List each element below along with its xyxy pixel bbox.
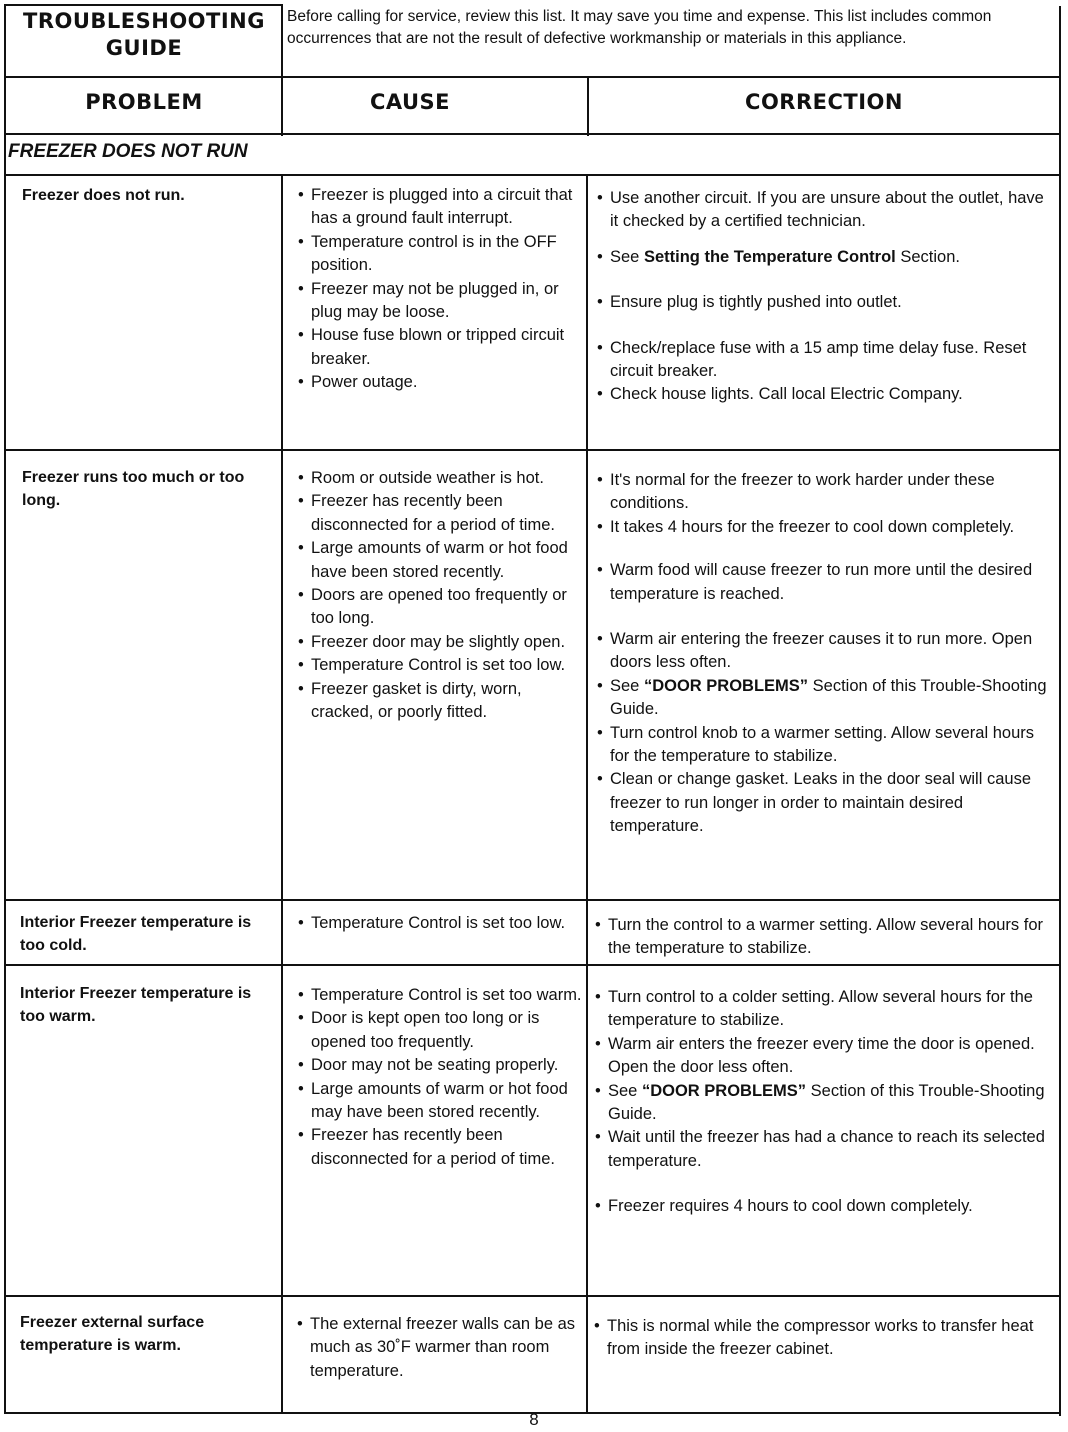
body-col-divider-2 <box>586 176 588 1414</box>
cause-cell <box>293 467 583 724</box>
correction-suffix: Section. <box>895 247 960 266</box>
cause-item: • Door is kept open too long or is opened too frequently. <box>293 1007 583 1054</box>
correction-suffix: Section of this Trouble-Shooting Guide. <box>610 676 1047 719</box>
guide-title-line1: TROUBLESHOOTING <box>23 9 265 33</box>
cause-item: • Temperature Control is set too low. <box>293 912 583 935</box>
outer-left-border <box>4 4 6 1414</box>
cause-item: • Temperature Control is set too warm. <box>293 984 583 1007</box>
correction-item: • It's normal for the freezer to work harder under these conditions. <box>592 469 1056 516</box>
cause-item: • Room or outside weather is hot. <box>293 467 583 490</box>
cause-item: • Freezer door may be slightly open. <box>293 631 583 654</box>
correction-item: • Warm air entering the freezer causes it to run more. Open doors less often. <box>592 628 1056 675</box>
correction-list <box>590 914 1054 961</box>
correction-item: • Freezer requires 4 hours to cool down completely. <box>590 1195 1056 1218</box>
cause-item: • Doors are opened too frequently or too long. <box>293 584 583 631</box>
intro-text: Before calling for service, review this list. It may save you time and expense. This list includes common occurrences that are not the result of defective workmanship or materials in this appliance. <box>287 8 992 47</box>
correction-item: • Turn the control to a warmer setting. Allow several hours for the temperature to stabilize. <box>590 914 1054 961</box>
cause-list <box>293 912 583 935</box>
correction-item <box>590 1080 1056 1127</box>
correction-item: • Check/replace fuse with a 15 amp time delay fuse. Reset circuit breaker. <box>592 337 1056 384</box>
section-bottom-line <box>4 174 1061 176</box>
cause-item: • Temperature control is in the OFF position. <box>293 231 583 278</box>
cause-cell <box>293 912 583 935</box>
cause-item: • Freezer is plugged into a circuit that has a ground fault interrupt. <box>293 184 583 231</box>
cause-cell <box>293 184 583 395</box>
cause-item: • Large amounts of warm or hot food have been stored recently. <box>293 537 583 584</box>
correction-item: • Turn control knob to a warmer setting. Allow several hours for the temperature to stabilize. <box>592 722 1056 769</box>
outer-top-border <box>4 4 283 6</box>
cause-list <box>293 984 583 1171</box>
correction-list <box>590 986 1056 1219</box>
correction-cell <box>590 914 1054 961</box>
cause-item: • Door may not be seating properly. <box>293 1054 583 1077</box>
correction-prefix: See <box>610 676 644 695</box>
page-number: 8 <box>529 1410 539 1429</box>
correction-item: • This is normal while the compressor works to transfer heat from inside the freezer cabinet. <box>589 1315 1055 1362</box>
cause-item: • Power outage. <box>293 371 583 394</box>
intro-box-right <box>1059 6 1061 78</box>
correction-item: • It takes 4 hours for the freezer to cool down completely. <box>592 516 1056 539</box>
problem-cell: Freezer external surface temperature is warm. <box>20 1314 205 1354</box>
column-header-cause: CAUSE <box>369 90 451 114</box>
correction-item: • Ensure plug is tightly pushed into outlet. <box>592 291 1056 314</box>
correction-item: • Use another circuit. If you are unsure about the outlet, have it checked by a certified technician. <box>592 187 1056 234</box>
correction-prefix: See <box>610 247 644 266</box>
correction-item: • Turn control to a colder setting. Allow several hours for the temperature to stabilize. <box>590 986 1056 1033</box>
correction-cell <box>589 1315 1055 1362</box>
correction-item: • Wait until the freezer has had a chance to reach its selected temperature. <box>590 1126 1056 1173</box>
correction-cell <box>592 187 1056 407</box>
guide-title <box>6 8 282 62</box>
correction-prefix: See <box>608 1081 642 1100</box>
cause-cell <box>292 1313 582 1383</box>
cause-item: • Temperature Control is set too low. <box>293 654 583 677</box>
problem-cell: Interior Freezer temperature is too cold. <box>20 914 252 954</box>
correction-bold: Setting the Temperature Control <box>643 247 896 266</box>
body-col-divider-1 <box>281 176 283 1414</box>
column-header-correction: CORRECTION <box>745 90 903 114</box>
cause-item: • Freezer may not be plugged in, or plug may be loose. <box>293 278 583 325</box>
cause-item: • Freezer has recently been disconnected for a period of time. <box>293 490 583 537</box>
correction-item: • Clean or change gasket. Leaks in the door seal will cause freezer to run longer in order to maintain desired temperature. <box>592 768 1056 838</box>
correction-cell <box>590 986 1056 1219</box>
cause-list <box>292 1313 582 1383</box>
problem-cell: Freezer runs too much or too long. <box>22 469 245 509</box>
correction-item: • Warm food will cause freezer to run more until the desired temperature is reached. <box>592 559 1056 606</box>
correction-cell <box>592 469 1056 839</box>
column-header-problem: PROBLEM <box>85 90 203 114</box>
row-divider-4 <box>4 1295 1061 1297</box>
header-bottom-line <box>4 76 1061 78</box>
guide-title-line2: GUIDE <box>105 36 183 60</box>
cause-item: • Freezer gasket is dirty, worn, cracked, or poorly fitted. <box>293 678 583 725</box>
correction-item: • Check house lights. Call local Electric Company. <box>592 383 1056 406</box>
correction-item: • Warm air enters the freezer every time the door is opened. Open the door less often. <box>590 1033 1056 1080</box>
row-divider-2 <box>4 899 1061 901</box>
colhead-bottom-line <box>4 133 1061 135</box>
problem-cell: Freezer does not run. <box>22 187 185 204</box>
cause-item: • House fuse blown or tripped circuit breaker. <box>293 324 583 371</box>
correction-suffix: Section of this Trouble-Shooting Guide. <box>608 1081 1045 1124</box>
row-divider-1 <box>4 449 1061 451</box>
cause-list <box>293 467 583 724</box>
row-divider-3 <box>4 964 1061 966</box>
correction-item <box>592 246 1056 269</box>
correction-list <box>592 469 1056 839</box>
correction-item <box>592 675 1056 722</box>
cause-item: • The external freezer walls can be as much as 30˚F warmer than room temperature. <box>292 1313 582 1383</box>
cause-list <box>293 184 583 395</box>
outer-right-border <box>1059 78 1061 1416</box>
section-title: FREEZER DOES NOT RUN <box>8 141 248 162</box>
problem-cell: Interior Freezer temperature is too warm. <box>20 985 252 1025</box>
correction-bold: “DOOR PROBLEMS” <box>643 676 809 695</box>
cause-item: • Large amounts of warm or hot food may have been stored recently. <box>293 1078 583 1125</box>
correction-bold: “DOOR PROBLEMS” <box>641 1081 807 1100</box>
cause-cell <box>293 984 583 1171</box>
correction-list <box>589 1315 1055 1362</box>
correction-list <box>592 187 1056 407</box>
cause-item: • Freezer has recently been disconnected for a period of time. <box>293 1124 583 1171</box>
